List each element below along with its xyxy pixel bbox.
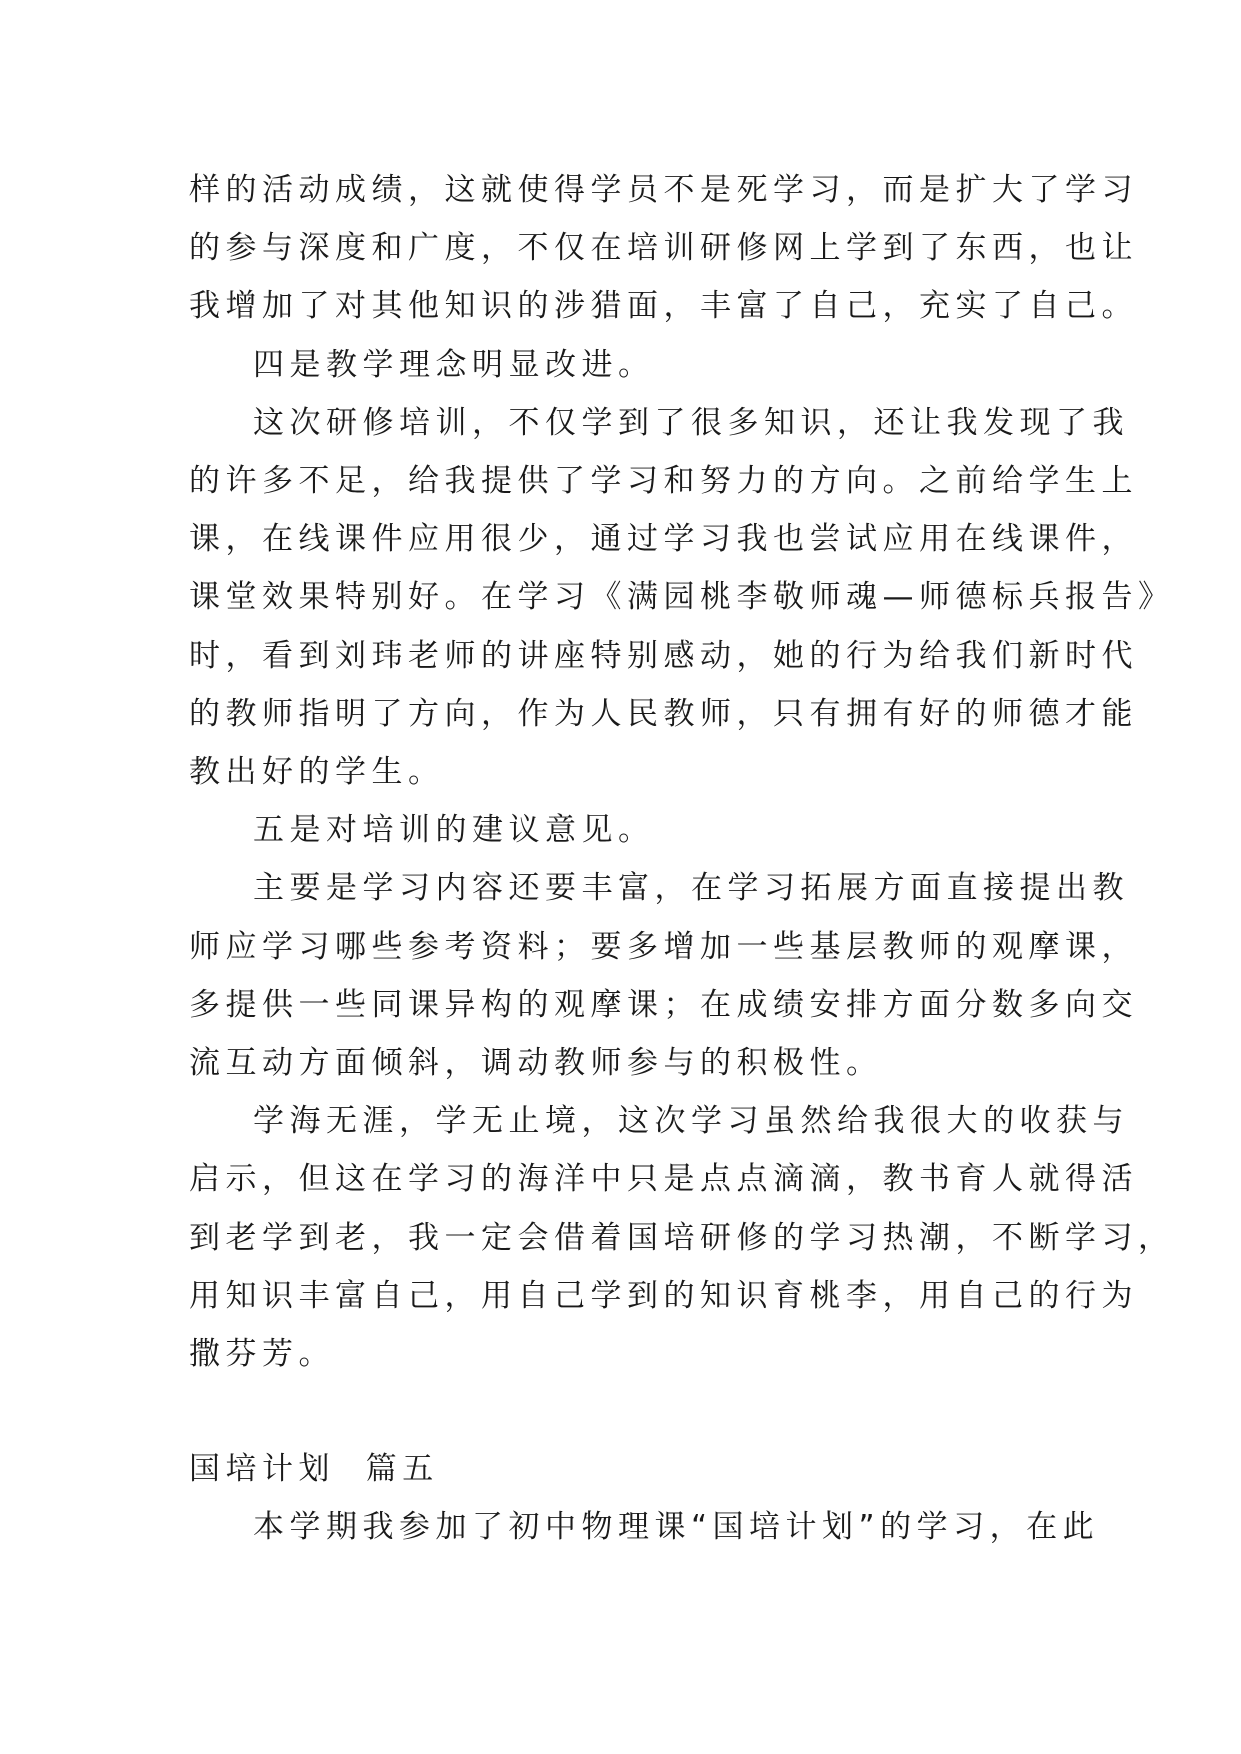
text-line: 这次研修培训，不仅学到了很多知识，还让我发现了我 xyxy=(253,404,1129,441)
document-body xyxy=(189,161,1175,1557)
text-line: 撒芬芳。 xyxy=(189,1336,335,1373)
section-heading-five: 五是对培训的建议意见。 xyxy=(253,812,655,849)
text-line: 流互动方面倾斜，调动教师参与的积极性。 xyxy=(189,1045,883,1082)
text-line: 教出好的学生。 xyxy=(189,754,445,791)
text-line: 学海无涯，学无止境，这次学习虽然给我很大的收获与 xyxy=(253,1103,1129,1140)
text-line: 我增加了对其他知识的涉猎面，丰富了自己，充实了自己。 xyxy=(189,288,1138,325)
text-line: 主要是学习内容还要丰富，在学习拓展方面直接提出教 xyxy=(253,870,1129,907)
text-line: 样的活动成绩，这就使得学员不是死学习，而是扩大了学习 xyxy=(189,172,1138,208)
article-title: 国培计划 篇五 xyxy=(189,1451,439,1488)
text-line: 用知识丰富自己，用自己学到的知识育桃李，用自己的行为 xyxy=(189,1277,1138,1314)
text-line: 课，在线课件应用很少，通过学习我也尝试应用在线课件， xyxy=(189,521,1138,558)
text-line: 师应学习哪些参考资料；要多增加一些基层教师的观摩课， xyxy=(189,928,1138,965)
text-line: 时，看到刘玮老师的讲座特别感动，她的行为给我们新时代 xyxy=(189,637,1138,674)
text-line: 的许多不足，给我提供了学习和努力的方向。之前给学生上 xyxy=(189,463,1138,500)
text-line: 课堂效果特别好。在学习《满园桃李敬师魂—师德标兵报告》 xyxy=(189,579,1175,616)
text-line: 本学期我参加了初中物理课“国培计划”的学习，在此 xyxy=(253,1509,1100,1546)
text-line: 的教师指明了方向，作为人民教师，只有拥有好的师德才能 xyxy=(189,695,1138,732)
text-line: 多提供一些同课异构的观摩课；在成绩安排方面分数多向交 xyxy=(189,986,1138,1023)
text-line: 的参与深度和广度，不仅在培训研修网上学到了东西，也让 xyxy=(189,230,1138,267)
section-heading-four: 四是教学理念明显改进。 xyxy=(253,346,655,383)
text-line: 启示，但这在学习的海洋中只是点点滴滴，教书育人就得活 xyxy=(189,1161,1138,1198)
text-line: 到老学到老，我一定会借着国培研修的学习热潮，不断学习， xyxy=(189,1219,1175,1256)
